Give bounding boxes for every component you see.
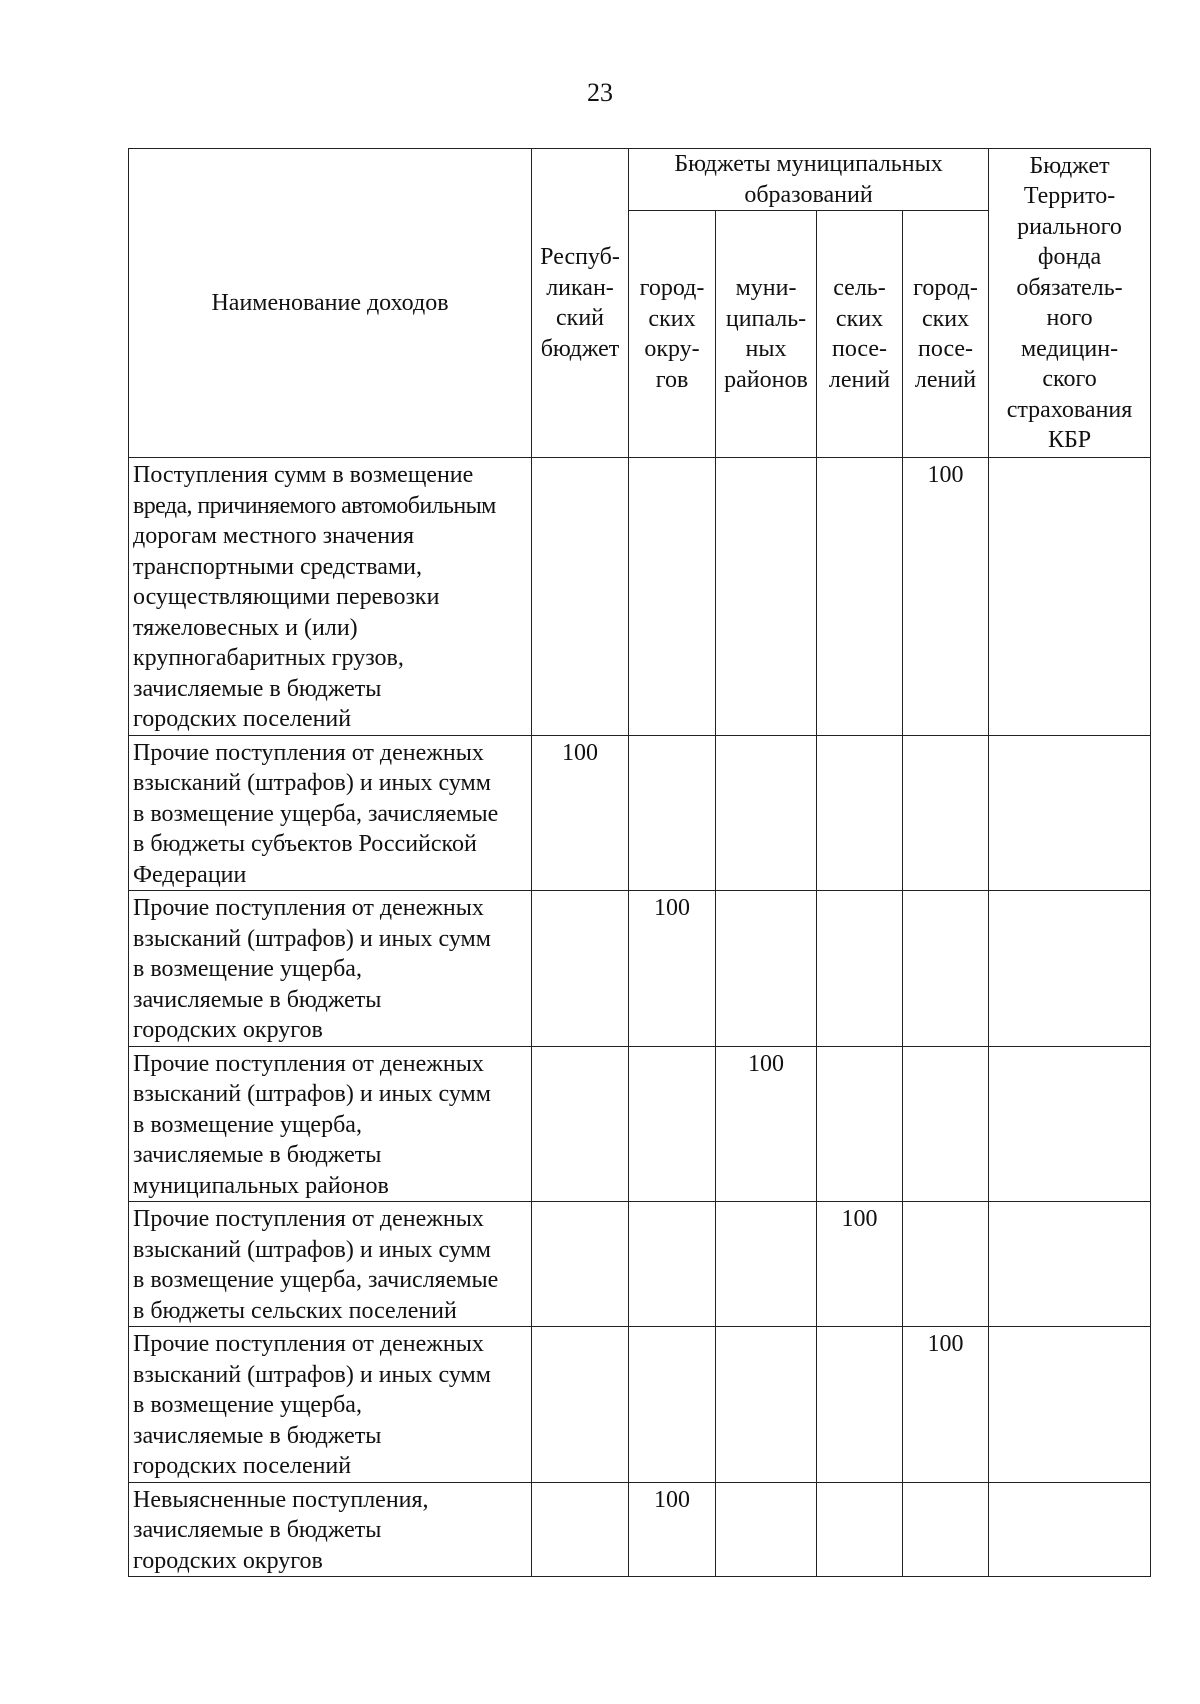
value-cell-urban-settlements <box>903 1202 989 1327</box>
text-line: взысканий (штрафов) и иных сумм <box>133 925 491 952</box>
header-municipal-districts <box>716 211 817 458</box>
header-municipal-budgets <box>629 149 989 211</box>
value-cell-urban-settlements <box>903 1482 989 1577</box>
text-line: Респуб- <box>540 244 620 270</box>
text-line: ликан- <box>546 274 614 301</box>
text-line: посе- <box>918 336 974 362</box>
text-line: город- <box>639 275 705 301</box>
value-cell-city-districts <box>629 1046 716 1202</box>
value-cell-city-districts <box>629 458 716 736</box>
text-line: ципаль- <box>725 305 807 332</box>
text-line: ского <box>1042 366 1097 392</box>
text-line: в бюджеты субъектов Российской <box>133 831 477 857</box>
text-line: Бюджет <box>1029 152 1110 179</box>
value-cell-fund <box>989 735 1151 891</box>
text-line: в возмещение ущерба, зачисляемые <box>133 800 499 827</box>
page-number: 23 <box>587 78 613 107</box>
text-line: Прочие поступления от денежных <box>133 1206 484 1232</box>
text-line: тяжеловесных и (или) <box>133 614 358 641</box>
text-line: посе- <box>831 336 888 362</box>
text-line: Прочие поступления от денежных <box>133 739 484 766</box>
income-name-cell <box>129 1327 532 1483</box>
text-line: взысканий (штрафов) и иных сумм <box>133 770 491 796</box>
value-cell-rural-settlements <box>817 1482 903 1577</box>
value-cell-urban-settlements: 100 <box>903 458 989 736</box>
text-line: взысканий (штрафов) и иных сумм <box>133 1361 491 1388</box>
table-row <box>129 1482 1151 1577</box>
income-name-cell <box>129 1202 532 1327</box>
value-cell-rural-settlements <box>817 458 903 736</box>
income-name-cell <box>129 735 532 891</box>
table-row <box>129 735 1151 891</box>
text-line: городских округов <box>133 1547 323 1574</box>
text-line: районов <box>724 366 808 393</box>
text-line: Невыясненные поступления, <box>133 1486 429 1513</box>
value-cell-rural-settlements: 100 <box>817 1202 903 1327</box>
value-cell-fund <box>989 1046 1151 1202</box>
text-line: гов <box>655 366 689 393</box>
header-urban-settlements <box>903 211 989 458</box>
header-territorial-fund-budget <box>989 149 1151 458</box>
text-line: ного <box>1046 305 1093 331</box>
value-cell-city-districts <box>629 1327 716 1483</box>
value-cell-republican <box>532 1202 629 1327</box>
table-row <box>129 1327 1151 1483</box>
value-cell-fund <box>989 891 1151 1047</box>
value-cell-urban-settlements <box>903 1046 989 1202</box>
value-cell-urban-settlements <box>903 891 989 1047</box>
text-line: образований <box>744 181 873 208</box>
income-name-cell <box>129 1046 532 1202</box>
income-distribution-table <box>128 148 1151 1577</box>
value-cell-fund <box>989 1327 1151 1483</box>
text-line: Наименование доходов <box>211 289 449 316</box>
text-line: зачисляемые в бюджеты <box>133 1517 382 1543</box>
value-cell-urban-settlements: 100 <box>903 1327 989 1483</box>
text-line: Прочие поступления от денежных <box>133 895 484 921</box>
value-cell-fund <box>989 1482 1151 1577</box>
header-city-districts <box>629 211 716 458</box>
text-line: крупногабаритных грузов, <box>133 645 404 671</box>
income-name-cell <box>129 458 532 736</box>
table-row <box>129 891 1151 1047</box>
text-line: муни- <box>735 275 797 301</box>
text-line: муниципальных районов <box>133 1172 389 1199</box>
text-line: КБР <box>1047 427 1092 453</box>
text-line: Поступления сумм в возмещение <box>133 462 474 488</box>
text-line: бюджет <box>540 335 620 362</box>
value-cell-city-districts: 100 <box>629 1482 716 1577</box>
text-line: обязатель- <box>1016 274 1123 301</box>
header-republican-budget <box>532 149 629 458</box>
value-cell-municipal-districts <box>716 891 817 1047</box>
table-row <box>129 458 1151 736</box>
table-row <box>129 1046 1151 1202</box>
text-line: взысканий (штрафов) и иных сумм <box>133 1081 491 1107</box>
value-cell-urban-settlements <box>903 735 989 891</box>
text-line: зачисляемые в бюджеты <box>133 986 382 1013</box>
text-line: в бюджеты сельских поселений <box>133 1297 457 1324</box>
table-row <box>129 1202 1151 1327</box>
value-cell-fund <box>989 458 1151 736</box>
value-cell-municipal-districts <box>716 458 817 736</box>
text-line: дорогам местного значения <box>133 523 415 549</box>
value-cell-republican <box>532 1482 629 1577</box>
value-cell-municipal-districts <box>716 735 817 891</box>
text-line: осуществляющими перевозки <box>133 584 440 610</box>
text-line: ных <box>745 336 787 362</box>
income-name-cell <box>129 891 532 1047</box>
text-line: зачисляемые в бюджеты <box>133 1422 382 1449</box>
text-line: в возмещение ущерба, <box>133 1111 362 1138</box>
text-line: ских <box>648 305 696 332</box>
value-cell-city-districts <box>629 1202 716 1327</box>
value-cell-municipal-districts <box>716 1327 817 1483</box>
value-cell-rural-settlements <box>817 735 903 891</box>
text-line: окру- <box>644 336 700 362</box>
text-line: в возмещение ущерба, зачисляемые <box>133 1267 499 1293</box>
text-line: Прочие поступления от денежных <box>133 1331 484 1357</box>
text-line: ских <box>921 305 970 332</box>
text-line: сель- <box>833 275 886 301</box>
text-line: Бюджеты муниципальных <box>674 151 943 177</box>
text-line: ский <box>556 305 604 331</box>
value-cell-republican <box>532 1327 629 1483</box>
text-line: взысканий (штрафов) и иных сумм <box>133 1236 491 1263</box>
table-body <box>129 458 1151 1577</box>
text-line: риального <box>1017 213 1122 240</box>
text-line: городских поселений <box>133 706 352 732</box>
text-line: город- <box>913 275 978 301</box>
text-line: Террито- <box>1023 183 1116 209</box>
text-line: лений <box>828 366 891 393</box>
value-cell-rural-settlements <box>817 891 903 1047</box>
text-line: транспортными средствами, <box>133 553 422 580</box>
value-cell-city-districts <box>629 735 716 891</box>
header-income-name <box>129 149 532 458</box>
value-cell-fund <box>989 1202 1151 1327</box>
text-line: ских <box>835 305 884 332</box>
value-cell-rural-settlements <box>817 1046 903 1202</box>
text-line: в возмещение ущерба, <box>133 1392 362 1418</box>
value-cell-republican <box>532 891 629 1047</box>
text-line: в возмещение ущерба, <box>133 956 362 982</box>
value-cell-city-districts: 100 <box>629 891 716 1047</box>
income-name-cell <box>129 1482 532 1577</box>
text-line: зачисляемые в бюджеты <box>133 1142 382 1168</box>
text-line: Прочие поступления от денежных <box>133 1050 484 1077</box>
text-line: Федерации <box>133 861 247 888</box>
value-cell-rural-settlements <box>817 1327 903 1483</box>
text-line: вреда, причиняемого автомобильным <box>133 492 496 519</box>
text-line: страхования <box>1006 396 1133 423</box>
value-cell-municipal-districts <box>716 1482 817 1577</box>
text-line: медицин- <box>1020 335 1119 362</box>
value-cell-republican: 100 <box>532 735 629 891</box>
value-cell-municipal-districts <box>716 1202 817 1327</box>
text-line: лений <box>914 366 977 393</box>
header-rural-settlements <box>817 211 903 458</box>
text-line: городских поселений <box>133 1453 352 1479</box>
value-cell-republican <box>532 458 629 736</box>
text-line: городских округов <box>133 1017 323 1043</box>
value-cell-municipal-districts: 100 <box>716 1046 817 1202</box>
value-cell-republican <box>532 1046 629 1202</box>
text-line: фонда <box>1037 244 1102 270</box>
text-line: зачисляемые в бюджеты <box>133 675 382 702</box>
